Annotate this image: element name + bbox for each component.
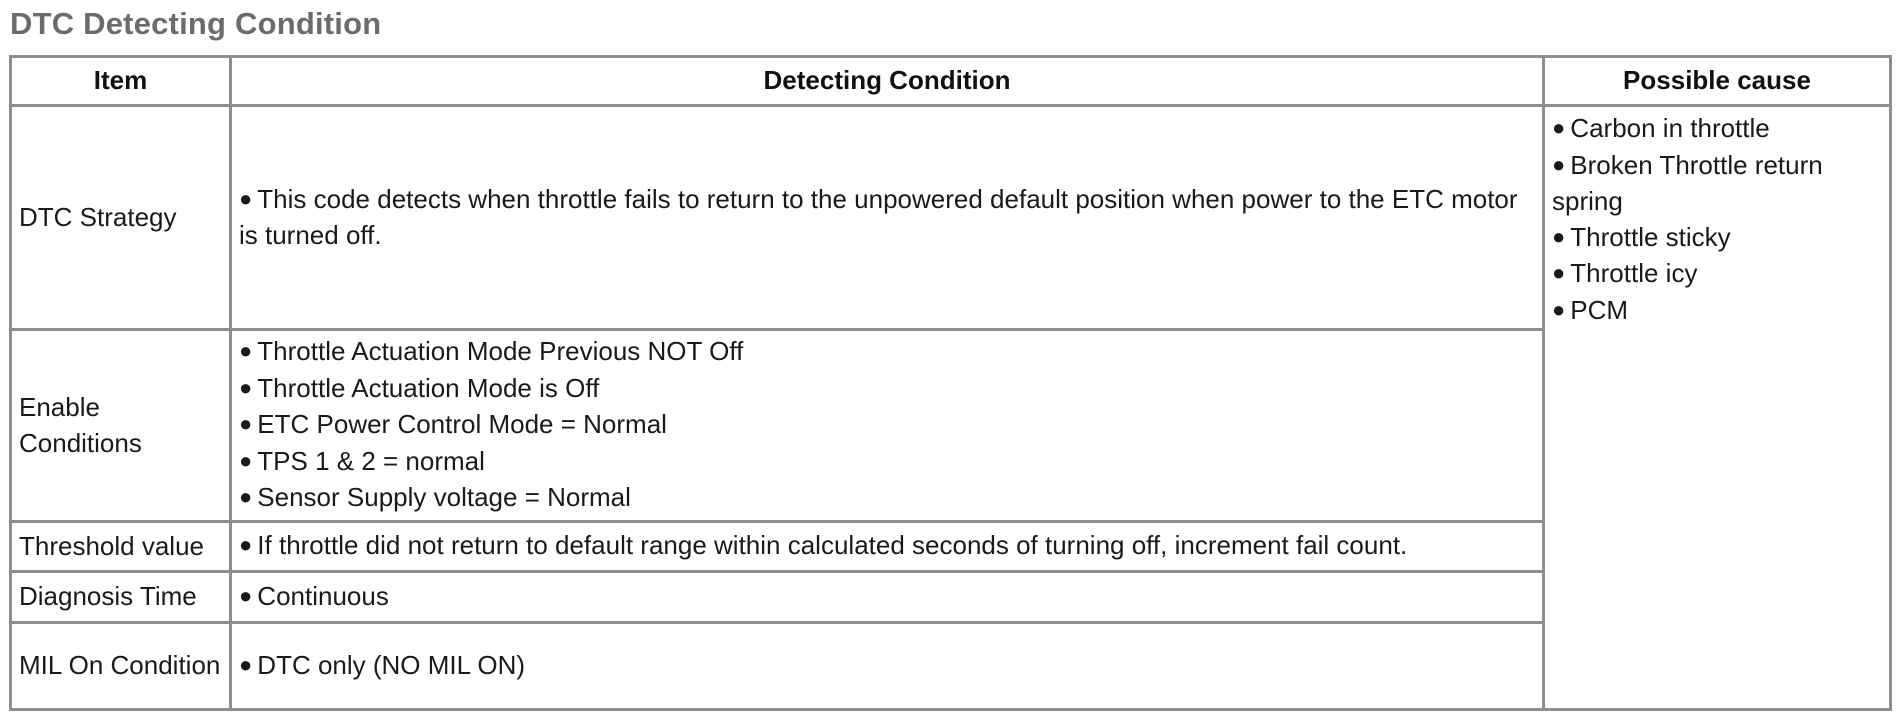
item-cell: Threshold value xyxy=(11,522,231,572)
item-cell: DTC Strategy xyxy=(11,106,231,330)
condition-cell xyxy=(231,572,1544,623)
bullet-icon: ● xyxy=(1552,223,1566,249)
item-cell: Enable Conditions xyxy=(11,330,231,522)
condition-text: This code detects when throttle fails to return to the unpowered default position when power to the ETC motor is turned off. xyxy=(239,183,1518,250)
list-item xyxy=(239,371,1535,408)
item-cell: MIL On Condition xyxy=(11,623,231,710)
cause-text: Throttle icy xyxy=(1570,258,1698,288)
list-item xyxy=(1552,293,1882,330)
condition-text: TPS 1 & 2 = normal xyxy=(257,445,485,476)
table-row xyxy=(11,106,1891,330)
cause-text: PCM xyxy=(1570,294,1629,325)
list-item xyxy=(239,444,1535,481)
condition-text: If throttle did not return to default range within calculated seconds of turning off, increment fail count. xyxy=(257,530,1408,561)
condition-text: Throttle Actuation Mode Previous NOT Off xyxy=(257,336,744,367)
bullet-icon: ● xyxy=(1552,296,1566,322)
condition-cell xyxy=(231,623,1544,710)
list-item xyxy=(239,528,1535,565)
list-item xyxy=(239,579,1535,616)
cause-text: Carbon in throttle xyxy=(1570,113,1770,143)
list-item xyxy=(1552,148,1882,220)
possible-cause-cell xyxy=(1544,106,1891,710)
list-item xyxy=(239,648,1535,685)
bullet-icon: ● xyxy=(239,374,253,400)
condition-cell xyxy=(231,522,1544,572)
condition-text: DTC only (NO MIL ON) xyxy=(257,649,526,680)
cause-text: Broken Throttle return spring xyxy=(1552,149,1823,216)
bullet-icon: ● xyxy=(239,532,253,558)
bullet-icon: ● xyxy=(239,651,253,677)
condition-text: ETC Power Control Mode = Normal xyxy=(257,409,667,440)
header-item: Item xyxy=(11,57,231,106)
dtc-detecting-condition-table xyxy=(9,55,1892,711)
bullet-icon: ● xyxy=(239,582,253,608)
header-detecting-condition: Detecting Condition xyxy=(231,57,1544,106)
list-item xyxy=(1552,220,1882,257)
list-item xyxy=(239,480,1535,517)
table-header-row xyxy=(11,57,1891,106)
list-item xyxy=(239,182,1535,254)
page-title: DTC Detecting Condition xyxy=(10,6,382,41)
bullet-icon: ● xyxy=(1552,260,1566,285)
cause-text: Throttle sticky xyxy=(1570,221,1731,252)
list-item xyxy=(1552,256,1882,293)
bullet-icon: ● xyxy=(239,185,253,211)
item-cell: Diagnosis Time xyxy=(11,572,231,623)
condition-text: Continuous xyxy=(257,580,389,611)
bullet-icon: ● xyxy=(239,338,253,364)
bullet-icon: ● xyxy=(239,447,253,473)
header-possible-cause: Possible cause xyxy=(1544,57,1891,106)
condition-text: Sensor Supply voltage = Normal xyxy=(257,482,631,513)
condition-text: Throttle Actuation Mode is Off xyxy=(257,372,600,403)
list-item xyxy=(239,334,1535,371)
bullet-icon: ● xyxy=(239,411,253,437)
condition-cell xyxy=(231,106,1544,330)
condition-cell xyxy=(231,330,1544,522)
list-item xyxy=(239,407,1535,444)
bullet-icon: ● xyxy=(239,484,253,510)
list-item xyxy=(1552,111,1882,148)
bullet-icon: ● xyxy=(1552,151,1566,177)
bullet-icon: ● xyxy=(1552,115,1566,140)
